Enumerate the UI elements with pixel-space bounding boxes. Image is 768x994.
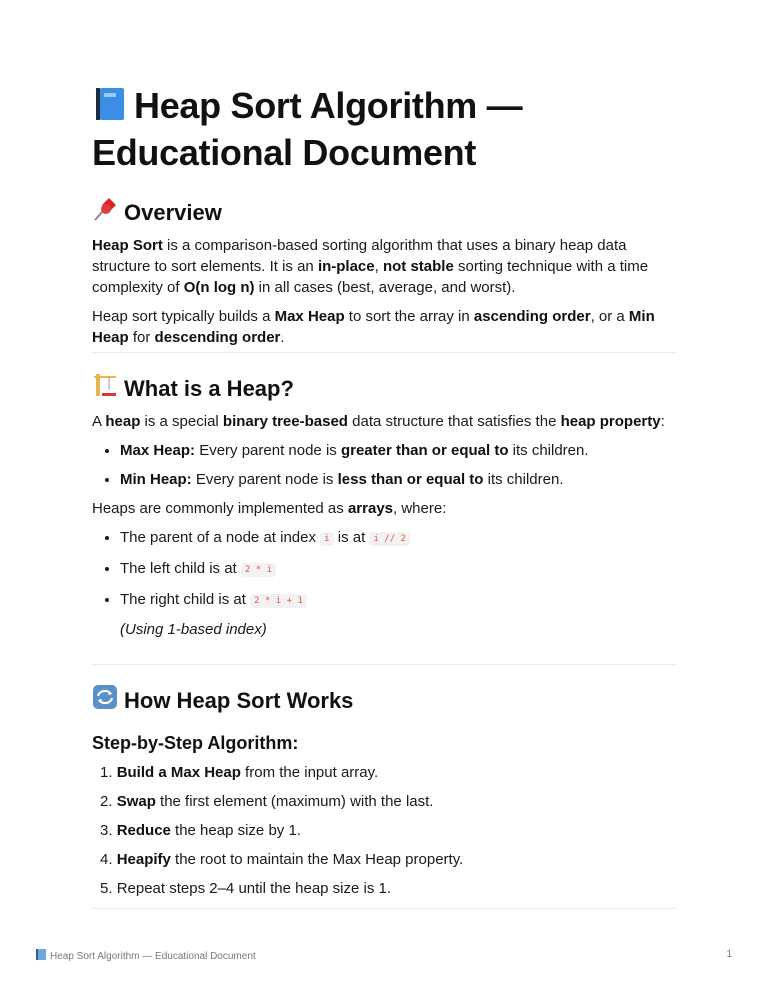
footer-title: Heap Sort Algorithm — Educational Document (50, 950, 256, 962)
inline-code: 2 * i (241, 563, 276, 577)
array-intro: Heaps are commonly implemented as arrays, where: (92, 500, 447, 517)
overview-section (92, 196, 676, 348)
array-rules-list (92, 527, 676, 640)
blue-book-icon (92, 86, 128, 131)
title-text: Heap Sort Algorithm — Educational Document (92, 85, 523, 173)
section-divider (92, 352, 676, 353)
counterclockwise-arrows-icon (92, 684, 118, 717)
inline-code: 2 * i + 1 (250, 594, 307, 608)
blue-book-icon (36, 949, 46, 963)
index-note: (Using 1-based index) (120, 621, 267, 638)
list-item: 1. Build a Max Heap from the input array. (100, 764, 379, 781)
list-item: 2. Swap the first element (maximum) with the last. (100, 793, 434, 810)
section-divider (92, 664, 676, 665)
section-divider (92, 908, 676, 909)
building-construction-icon (92, 372, 118, 405)
overview-paragraph-1: Heap Sort is a comparison-based sorting algorithm that uses a binary heap data structure to sort elements. It is an in-place, not stable sorting technique with a time complexity of O(n log n) in all cases (best, average, and worst). (92, 237, 649, 296)
page-footer (36, 949, 732, 963)
algorithm-subheading: Step-by-Step Algorithm: (92, 733, 299, 753)
heap-definition: A heap is a special binary tree-based data structure that satisfies the heap property: (92, 413, 665, 430)
inline-code: i // 2 (369, 532, 410, 546)
overview-heading: Overview (92, 196, 676, 229)
document-title (92, 84, 676, 174)
heap-properties-list (92, 440, 676, 490)
list-item: 4. Heapify the root to maintain the Max Heap property. (100, 851, 464, 868)
inline-code: i (320, 532, 333, 546)
how-it-works-section (92, 684, 676, 899)
list-item: 3. Reduce the heap size by 1. (100, 822, 301, 839)
what-is-heap-heading: What is a Heap? (92, 372, 676, 405)
list-item: • The parent of a node at index i is at i // 2 (120, 527, 676, 550)
pushpin-icon (92, 196, 118, 229)
what-is-heap-section (92, 372, 676, 640)
overview-paragraph-2: Heap sort typically builds a Max Heap to sort the array in ascending order, or a Min Heap for descending order. (92, 308, 655, 346)
list-item: 5. Repeat steps 2–4 until the heap size is 1. (100, 880, 392, 897)
list-item: • The right child is at 2 * i + 1 (Using 1-based index) (120, 589, 676, 640)
how-it-works-heading: How Heap Sort Works (92, 684, 676, 717)
page-number: 1 (726, 949, 732, 960)
steps-list (92, 762, 676, 899)
list-item: • Max Heap: Every parent node is greater than or equal to its children. (120, 440, 676, 461)
list-item: • The left child is at 2 * i (120, 558, 676, 581)
list-item: • Min Heap: Every parent node is less than or equal to its children. (120, 469, 676, 490)
